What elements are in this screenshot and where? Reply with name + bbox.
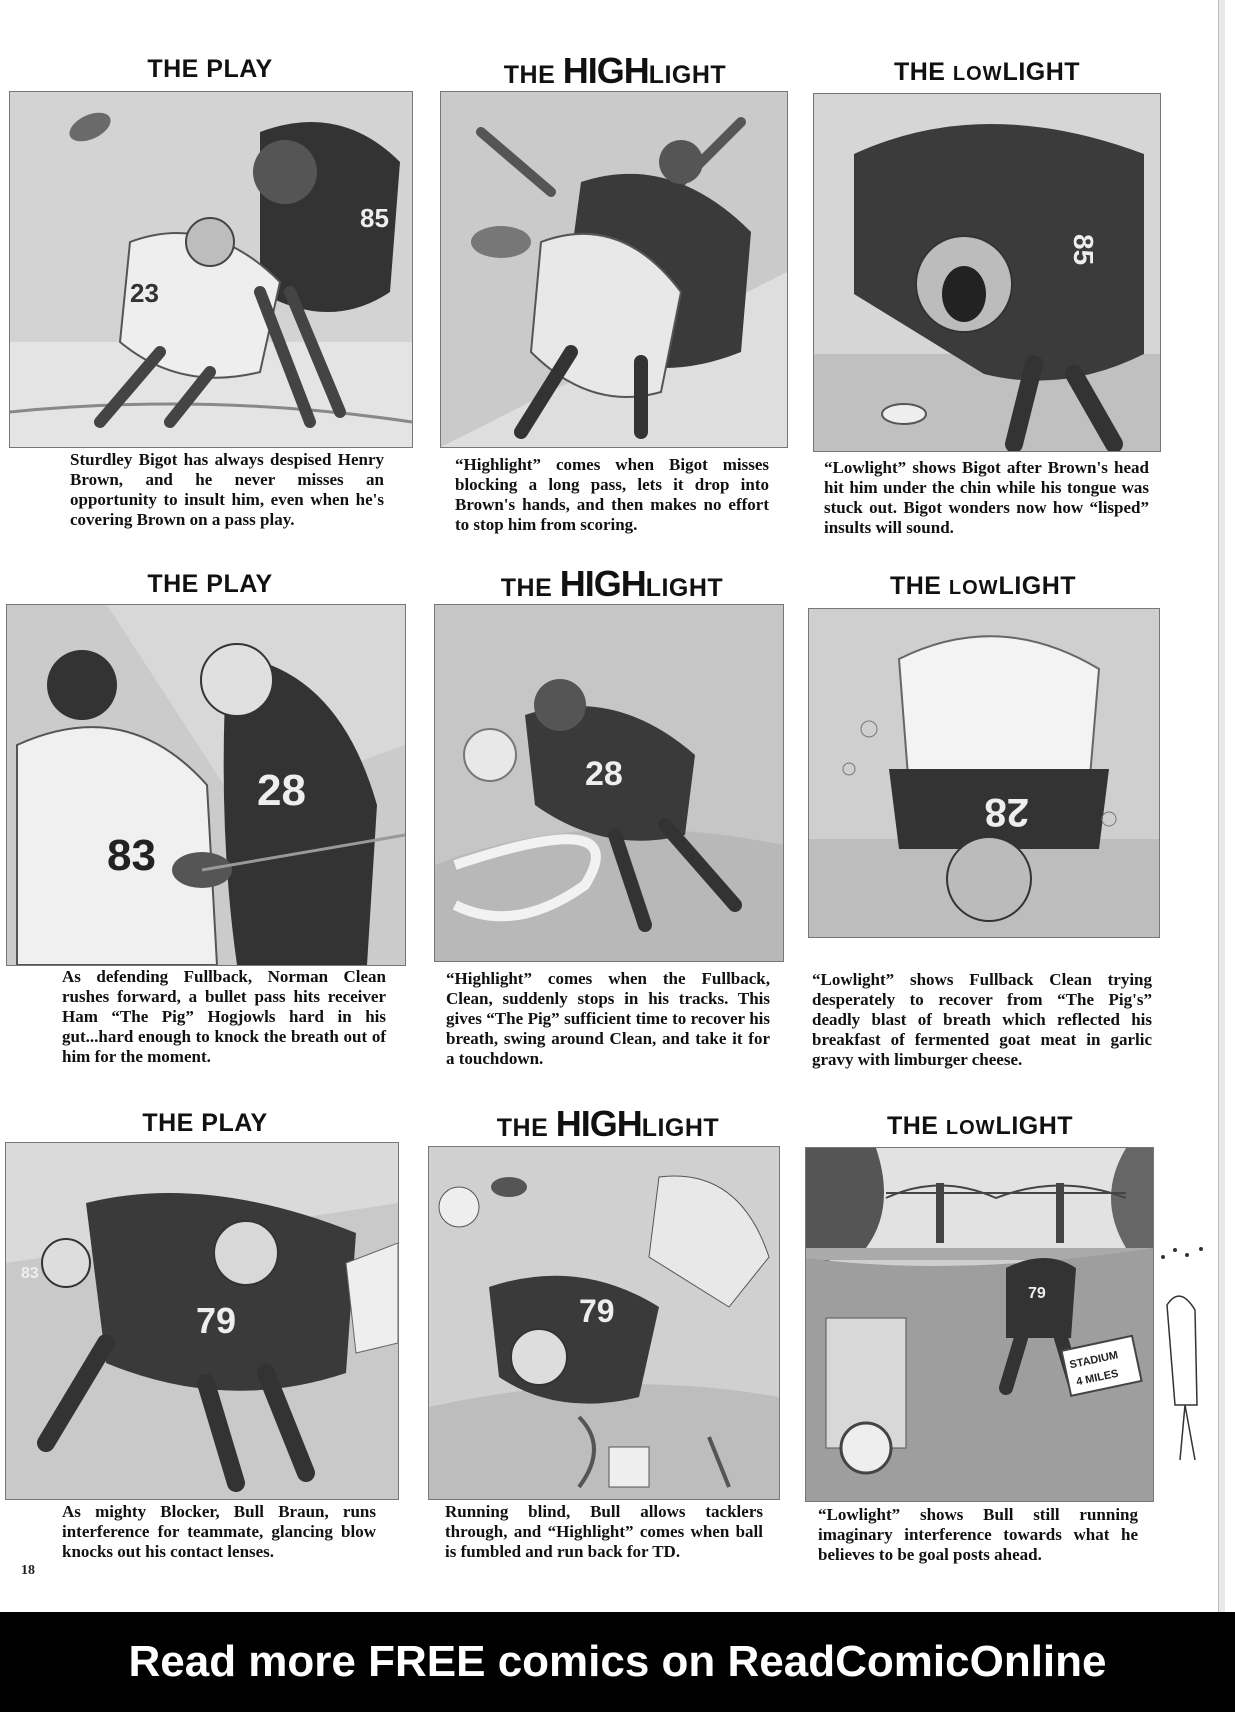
jersey-number: 83 (21, 1265, 39, 1282)
football-icon (491, 1177, 527, 1197)
row1-highlight-panel (440, 91, 788, 448)
jersey-number: 85 (1068, 234, 1099, 266)
jersey-number: 79 (1028, 1285, 1046, 1302)
jersey-number: 28 (984, 790, 1029, 834)
jersey-number: 83 (107, 831, 156, 880)
row3-highlight-panel (428, 1146, 780, 1500)
footer-banner[interactable]: Read more FREE comics on ReadComicOnline (128, 1637, 1107, 1686)
row3-highlight-caption: Running blind, Bull allows tacklers through, and “Highlight” comes when ball is fumbled and run back for TD. (445, 1502, 763, 1561)
row2-lowlight-title: THE LOWLIGHT (889, 572, 1077, 600)
row3-play-title: THE PLAY (142, 1109, 268, 1137)
jersey-number: 28 (257, 766, 306, 815)
row3-highlight-title: THE HIGHLIGHT (496, 1103, 720, 1144)
row2-lowlight-caption: “Lowlight” shows Fullback Clean trying desperately to recover from “The Pig's” deadly blast of breath which reflected his breakfast of fermented goat meat in garlic gravy with limburger cheese. (812, 970, 1152, 1069)
row1-lowlight-caption: “Lowlight” shows Bigot after Brown's head hit him under the chin while his tongue was stuck out. Bigot wonders now how “lisped” insults will sound. (824, 458, 1149, 537)
margin-doodle (1155, 1245, 1215, 1475)
row3-play-caption: As mighty Blocker, Bull Braun, runs interference for teammate, glancing blow knocks out his contact lenses. (62, 1502, 376, 1561)
row3-lowlight-caption: “Lowlight” shows Bull still running imaginary interference towards what he believes to be goal posts ahead. (818, 1505, 1138, 1564)
row1-lowlight-title: THE LOWLIGHT (893, 58, 1081, 86)
row1-play-panel (9, 91, 413, 448)
row2-play-title: THE PLAY (147, 570, 273, 598)
jersey-number: 28 (585, 755, 623, 793)
sign-text: STADIUM (1068, 1349, 1120, 1372)
jersey-number: 79 (196, 1300, 237, 1341)
jersey-number: 85 (360, 203, 389, 233)
page-edge (1218, 0, 1225, 1612)
row2-highlight-caption: “Highlight” comes when the Fullback, Clean, suddenly stops in his tracks. This gives “The Pig” sufficient time to recover his breath, swing around Clean, and take it for a touchdown. (446, 969, 770, 1068)
row1-highlight-caption: “Highlight” comes when Bigot misses blocking a long pass, lets it drop into Brown's hands, and then makes no effort to stop him from scoring. (455, 455, 769, 534)
row3-lowlight-panel (805, 1147, 1154, 1502)
sign-text: 4 MILES (1075, 1367, 1120, 1389)
jersey-number: 23 (130, 278, 159, 308)
row3-lowlight-title: THE LOWLIGHT (886, 1112, 1074, 1140)
row1-highlight-title: THE HIGHLIGHT (503, 50, 727, 91)
row1-play-title: THE PLAY (147, 55, 273, 83)
row2-highlight-title: THE HIGHLIGHT (500, 563, 724, 604)
row2-highlight-panel (434, 604, 784, 962)
row3-play-panel (5, 1142, 399, 1500)
row1-lowlight-panel (813, 93, 1161, 452)
row1-play-caption: Sturdley Bigot has always despised Henry Brown, and he never misses an opportunity to insult him, even when he's covering Brown on a pass play. (70, 450, 384, 529)
page-number: 18 (21, 1563, 35, 1578)
jersey-number: 79 (579, 1293, 615, 1329)
row2-play-panel (6, 604, 406, 966)
row2-play-caption: As defending Fullback, Norman Clean rushes forward, a bullet pass hits receiver Ham “The Pig” Hogjowls hard in his gut...hard enough to knock the breath out of him for the moment. (62, 967, 386, 1066)
row2-lowlight-panel (808, 608, 1160, 938)
football-icon (471, 226, 531, 258)
